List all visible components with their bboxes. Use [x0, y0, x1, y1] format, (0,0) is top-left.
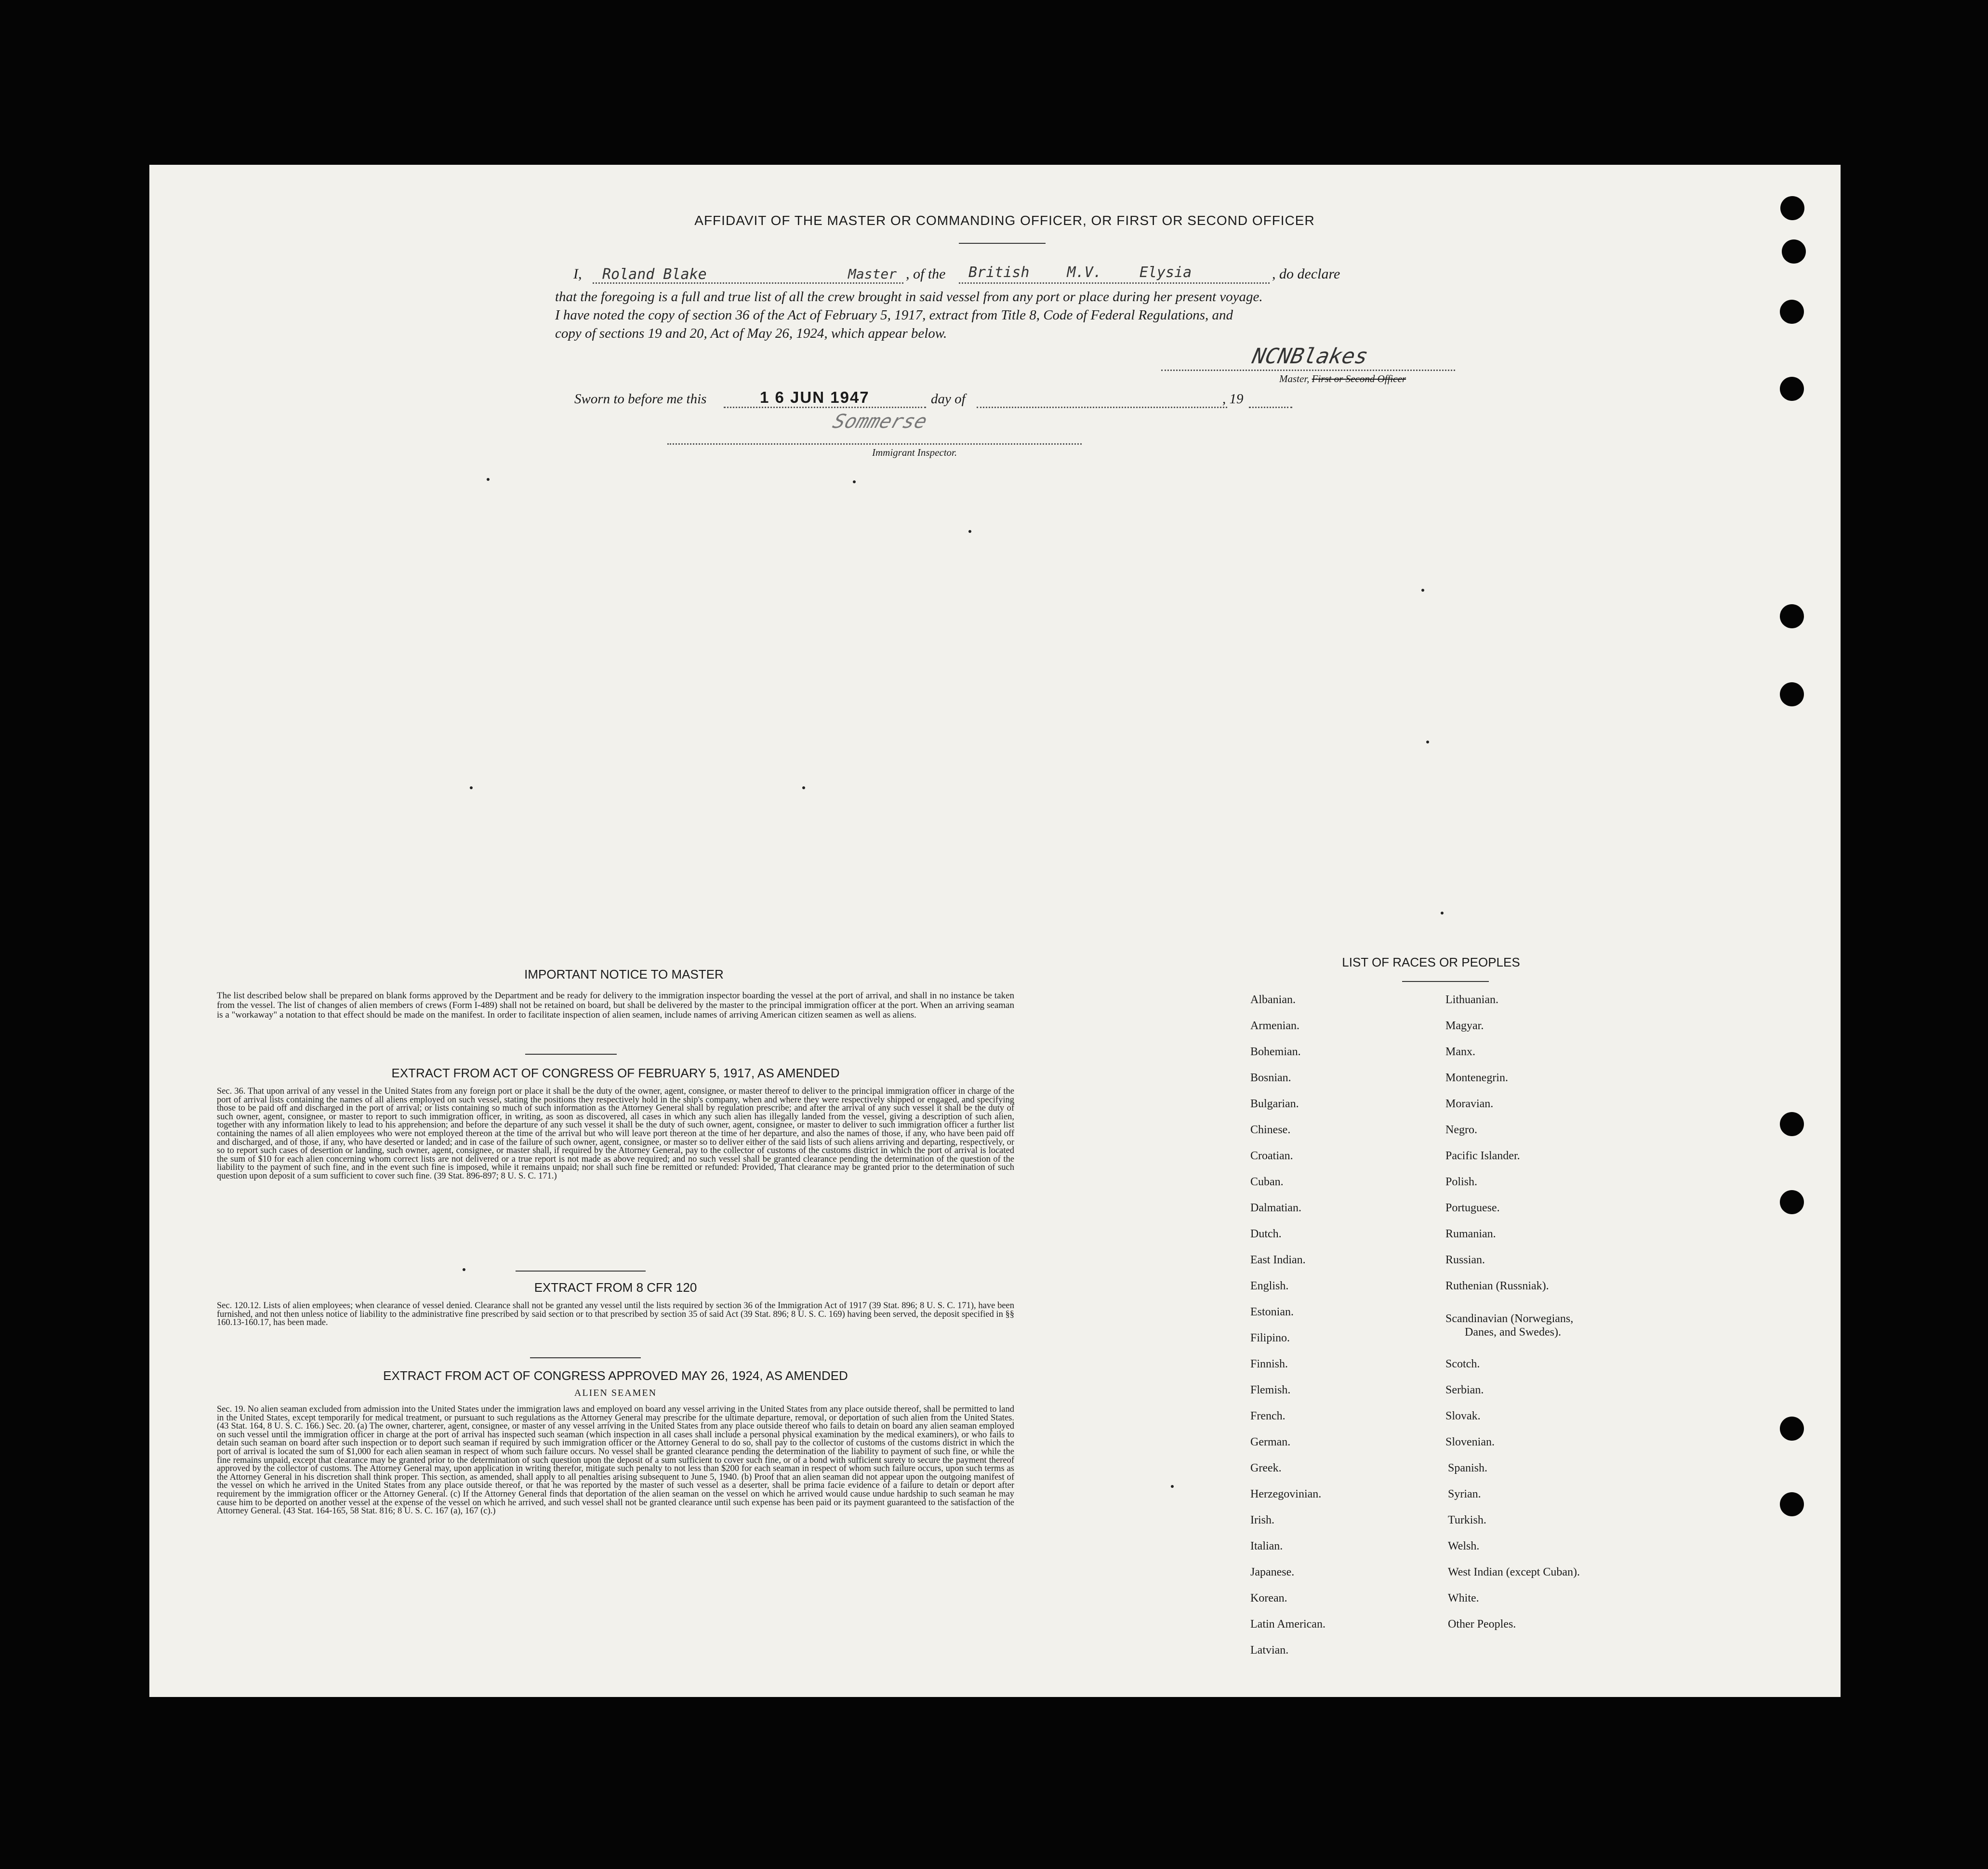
race-item: Polish.: [1445, 1176, 1478, 1188]
race-item: Spanish.: [1448, 1462, 1488, 1474]
race-item: Filipino.: [1250, 1332, 1290, 1344]
section-rule: [525, 1054, 617, 1055]
race-item: Chinese.: [1250, 1124, 1291, 1136]
master-label: Master,: [1279, 373, 1310, 384]
race-item: Latin American.: [1250, 1618, 1325, 1630]
race-item: Montenegrin.: [1445, 1072, 1508, 1084]
race-item: Ruthenian (Russniak).: [1445, 1280, 1549, 1292]
year-dotted-line: [1249, 407, 1292, 408]
race-item: French.: [1250, 1410, 1286, 1422]
declaration-body-line: I have noted the copy of section 36 of the Act of February 5, 1917, extract from Title 8, Code of Federal Regulations, and: [555, 307, 1233, 323]
race-item: Finnish.: [1250, 1358, 1288, 1370]
race-item: Pacific Islander.: [1445, 1150, 1520, 1162]
race-item: Turkish.: [1448, 1514, 1486, 1526]
extract-cfr-text: Sec. 120.12. Lists of alien employees; when clearance of vessel denied. Clearance shall not be granted any vessel until the lists required by section 36 of the Immigration Act of 1917 (39 Stat. 896; 8 U. S. C. 171), have been furnished, and not then unless notice of liability to the administrative fine prescribed by said section or to that prescribed by section 35 of said Act (39 Stat. 896; 8 U. S. C. 169) having been served, the deposit specified in §§ 160.13-160.17, has been made.: [217, 1301, 1014, 1328]
month-dotted-line: [977, 407, 1227, 408]
declaration-body: [555, 288, 1413, 343]
notice-heading: IMPORTANT NOTICE TO MASTER: [524, 967, 724, 981]
extract-1924-text: Sec. 19. No alien seaman excluded from admission into the United States under the immigration laws and employed on board any vessel arriving in the United States from any place outside thereof, shall be permitted to land in the United States, except temporarily for medical treatment, or pursuant to such regulations as the Attorney General may prescribe for the ultimate departure, removal, or deportation of such alien from the United States. (43 Stat. 164, 8 U. S. C. 166.) Sec. 20. (a) The owner, charterer, agent, consignee, or master of any vessel arriving in the United States from any place outside thereof who fails to detain on board any alien seaman employed on such vessel until the immigration officer in charge at the port of arrival has inspected such seaman (which inspection in all cases shall include a personal physical examination by the medical examiners), or who fails to detain such seaman on board after such inspection or to deport such seaman if required by such immigration officer or the Attorney General to do so, shall pay to the collector of customs of the customs district in which the port of arrival is located the sum of $1,000 for each alien seaman in respect of whom such failure occurs. No vessel shall be granted clearance pending the determination of the liability to payment of such fine, or while the fine remains unpaid, except that clearance may be granted prior to the determination of such question upon the deposit of a sum sufficient to cover such fine, or of a bond with sufficient surety to secure the payment thereof approved by the collector of customs. The Attorney General may, upon application in writing therefor, mitigate such penalty to not less than $200 for each seaman in respect of whom such failure occurs, upon such terms as the Attorney General in his discretion shall think proper. This section, as amended, shall apply to all penalties arising subsequent to June 5, 1940. (b) Proof that an alien seaman did not appear upon the outgoing manifest of the vessel on which he arrived in the United States from any place outside thereof, or that he was reported by the master of such vessel as a deserter, shall be prima facie evidence of a failure to detain or deport after requirement by the immigration officer or the Attorney General. (c) If the Attorney General finds that deportation of the alien seaman on the vessel on which he arrived would cause undue hardship to such seaman he may cause him to be deported on another vessel at the expense of the vessel on which he arrived, and such vessel shall not be granted clearance until such expense has been paid or its payment guaranteed to the satisfaction of the Attorney General. (43 Stat. 164-165, 58 Stat. 816; 8 U. S. C. 167 (a), 167 (c).): [217, 1405, 1014, 1516]
race-item: Serbian.: [1445, 1384, 1484, 1396]
race-item: Moravian.: [1445, 1098, 1494, 1110]
do-declare-label: , do declare: [1272, 266, 1340, 282]
race-item: Japanese.: [1250, 1566, 1295, 1578]
races-heading: LIST OF RACES OR PEOPLES: [1342, 955, 1520, 969]
punch-hole: [1780, 1190, 1804, 1214]
sworn-line: [574, 388, 1422, 415]
ink-speck: [1171, 1485, 1174, 1488]
affidavit-title: AFFIDAVIT OF THE MASTER OR COMMANDING OFFICER, OR FIRST OR SECOND OFFICER: [694, 213, 1315, 228]
year-label: , 19: [1222, 391, 1244, 407]
race-item: Rumanian.: [1445, 1228, 1496, 1240]
inspector-label: Immigrant Inspector.: [872, 447, 957, 458]
punch-hole: [1780, 196, 1804, 220]
race-item: Herzegovinian.: [1250, 1488, 1322, 1500]
master-signature: NCNBlakes: [1250, 344, 1370, 369]
race-item: Syrian.: [1448, 1488, 1481, 1500]
extract-1917-heading: EXTRACT FROM ACT OF CONGRESS OF FEBRUARY 5, 1917, AS AMENDED: [391, 1066, 840, 1080]
extract-1917-text: Sec. 36. That upon arrival of any vessel in the United States from any foreign port or place it shall be the duty of the owner, agent, consignee, or master thereof to deliver to the principal immigration officer in charge of the port of arrival lists containing the names of all aliens employed on such vessel, stating the positions they respectively hold in the ship's company, when and where they were respectively shipped or engaged, and specifying those to be paid off and discharged in the port of arrival; or lists containing so much of such information as the Attorney General shall by regulation prescribe; and after the arrival of any such vessel it shall be the duty of such owner, agent, consignee, or master to report to such immigration officer, in writing, as soon as discovered, all cases in which any such alien has illegally landed from the vessel, giving a description of such alien, together with any information likely to lead to his apprehension; and before the departure of any such vessel it shall be the duty of such owner, agent, consignee, or master to deliver to such immigration officer a further list containing the names of all alien employees who were not employed thereon at the time of the arrival but who will leave port thereon at the time of her departure, and also the names of those, if any, who have been paid off and discharged, and of those, if any, who have deserted or landed; and in case of the failure of such owner, agent, consignee, or master so to deliver either of the said lists of such aliens arriving and departing, respectively, or so to report such cases of desertion or landing, such owner, agent, consignee, or master shall, if required by the Attorney General, pay to the collector of customs of the customs district in which the port of arrival is located the sum of $10 for each alien concerning whom correct lists are not delivered or a true report is not made as above required; and no such vessel shall be granted clearance pending the determination of the question of the liability to the payment of such fine, and in the event such fine is imposed, while it remains unpaid; nor shall such fine be remitted or refunded: Provided, That clearance may be granted prior to the determination of such question upon deposit of a sum sufficient to cover such fine. (39 Stat. 896-897; 8 U. S. C. 171.): [217, 1087, 1014, 1181]
race-item: Albanian.: [1250, 994, 1296, 1006]
race-item: Greek.: [1250, 1462, 1282, 1474]
rank-field: Master: [848, 266, 897, 282]
vessel-name: British M.V. Elysia: [968, 264, 1192, 281]
ink-speck: [1426, 741, 1429, 743]
ink-speck: [470, 786, 473, 789]
master-caption: [1279, 373, 1406, 385]
document-page: [149, 165, 1841, 1697]
race-item: White.: [1448, 1592, 1479, 1604]
sworn-label: Sworn to before me this: [574, 391, 707, 407]
alien-seamen-subheading: ALIEN SEAMEN: [574, 1388, 657, 1398]
extract-cfr-heading: EXTRACT FROM 8 CFR 120: [534, 1280, 697, 1295]
race-item: Estonian.: [1250, 1306, 1294, 1318]
race-item: Bohemian.: [1250, 1046, 1301, 1058]
day-of-label: day of: [931, 391, 966, 407]
race-item: English.: [1250, 1280, 1289, 1292]
signature-dotted-line: [1161, 370, 1455, 371]
race-item: Dutch.: [1250, 1228, 1282, 1240]
race-item: Russian.: [1445, 1254, 1485, 1266]
inspector-dotted-line: [667, 443, 1082, 445]
ink-speck: [1421, 589, 1424, 592]
race-item: Scotch.: [1445, 1358, 1480, 1370]
punch-hole: [1780, 1492, 1804, 1516]
title-rule: [959, 243, 1046, 244]
declaration-body-line: copy of sections 19 and 20, Act of May 26, 1924, which appear below.: [555, 326, 947, 341]
race-item: Latvian.: [1250, 1644, 1289, 1657]
race-item: Slovak.: [1445, 1410, 1481, 1422]
section-rule: [516, 1271, 646, 1272]
vessel-dotted-line: [959, 282, 1270, 284]
ink-speck: [853, 480, 856, 483]
race-item: West Indian (except Cuban).: [1448, 1566, 1580, 1578]
races-rule: [1402, 981, 1489, 982]
punch-hole: [1780, 1417, 1804, 1441]
race-item: Italian.: [1250, 1540, 1283, 1552]
struck-officer-label: First or Second Officer: [1312, 373, 1406, 384]
race-item: Dalmatian.: [1250, 1202, 1301, 1214]
race-item: Magyar.: [1445, 1020, 1484, 1032]
race-item: Slovenian.: [1445, 1436, 1495, 1448]
date-dotted-line: [724, 407, 926, 408]
race-item: Danes, and Swedes).: [1465, 1326, 1561, 1339]
inspector-signature: Sommerse: [830, 411, 930, 433]
punch-hole: [1780, 604, 1804, 628]
race-item: Other Peoples.: [1448, 1618, 1516, 1630]
race-item: Scandinavian (Norwegians,: [1445, 1312, 1574, 1325]
ink-speck: [463, 1268, 465, 1271]
race-item: Flemish.: [1250, 1384, 1291, 1396]
race-item: Cuban.: [1250, 1176, 1284, 1188]
race-item: Bulgarian.: [1250, 1098, 1299, 1110]
race-item: Bosnian.: [1250, 1072, 1291, 1084]
punch-hole: [1780, 377, 1804, 401]
extract-1924-heading: EXTRACT FROM ACT OF CONGRESS APPROVED MAY 26, 1924, AS AMENDED: [383, 1368, 848, 1383]
section-rule: [530, 1357, 641, 1358]
punch-hole: [1780, 682, 1804, 706]
race-item: Irish.: [1250, 1514, 1274, 1526]
declaration-body-line: that the foregoing is a full and true list of all the crew brought in said vessel from any port or place during her present voyage.: [555, 289, 1263, 305]
punch-hole: [1782, 239, 1806, 264]
ink-speck: [1441, 912, 1444, 915]
race-item: East Indian.: [1250, 1254, 1306, 1266]
race-item: Manx.: [1445, 1046, 1475, 1058]
race-item: Armenian.: [1250, 1020, 1299, 1032]
race-item: German.: [1250, 1436, 1291, 1448]
master-name: Roland Blake: [602, 266, 707, 283]
ink-speck: [968, 530, 971, 533]
race-item: Lithuanian.: [1445, 994, 1498, 1006]
sworn-date-stamp: 1 6 JUN 1947: [760, 388, 870, 406]
race-item: Croatian.: [1250, 1150, 1293, 1162]
punch-hole: [1780, 1112, 1804, 1136]
race-item: Negro.: [1445, 1124, 1477, 1136]
declaration-line: [573, 266, 1633, 290]
punch-hole: [1780, 300, 1804, 324]
race-item: Portuguese.: [1445, 1202, 1500, 1214]
i-label: I,: [573, 266, 582, 282]
race-item: Welsh.: [1448, 1540, 1480, 1552]
race-item: Korean.: [1250, 1592, 1287, 1604]
ink-speck: [487, 478, 490, 481]
notice-text: The list described below shall be prepared on blank forms approved by the Department and be ready for delivery to the immigration inspector boarding the vessel at the port of arrival, and shall in no instance be taken from the vessel. The list of changes of alien members of crews (Form I-489) shall not be retained on board, but shall be delivered by the master to the principal immigration officer at the port. When an arriving seaman is a "workaway" a notation to that effect should be made on the manifest. In order to facilitate inspection of alien seamen, include names of arriving American citizen seamen as well as aliens.: [217, 991, 1014, 1020]
ink-speck: [802, 786, 805, 789]
of-the-label: , of the: [906, 266, 946, 282]
